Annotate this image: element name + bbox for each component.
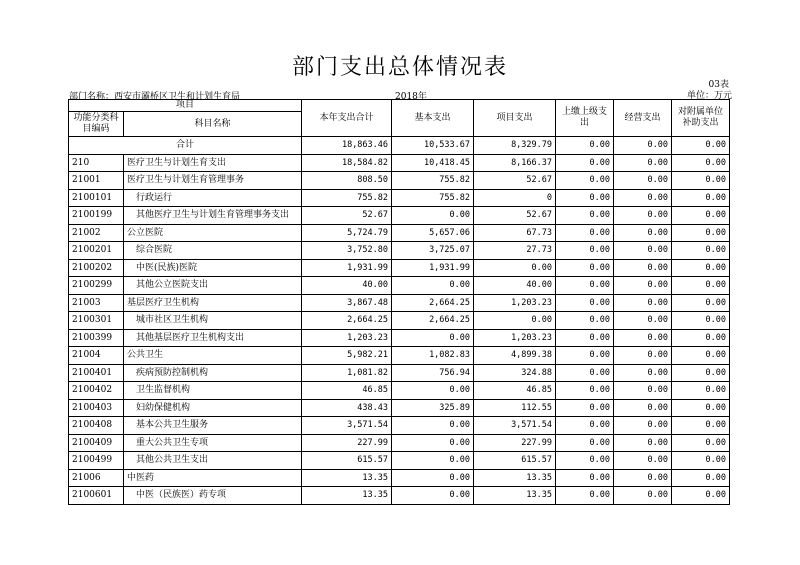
cell-subsidiary: 0.00	[672, 487, 730, 505]
cell-total: 438.43	[302, 399, 392, 417]
cell-upper: 0.00	[556, 154, 614, 172]
table-row	[69, 277, 730, 295]
cell-business: 0.00	[614, 399, 672, 417]
header-basic: 基本支出	[392, 100, 474, 137]
cell-total: 40.00	[302, 277, 392, 295]
table-row	[69, 452, 730, 470]
year-label: 2018年	[395, 92, 427, 102]
cell-basic: 756.94	[392, 364, 474, 382]
table-row	[69, 172, 730, 190]
cell-total: 808.50	[302, 172, 392, 190]
cell-project: 8,166.37	[474, 154, 556, 172]
total-row	[69, 137, 730, 155]
cell-code: 2100499	[69, 452, 124, 470]
cell-basic: 325.89	[392, 399, 474, 417]
cell-code: 2100202	[69, 259, 124, 277]
cell-code: 2100399	[69, 329, 124, 347]
table-row	[69, 259, 730, 277]
cell-name: 城市社区卫生机构	[124, 312, 302, 330]
cell-basic: 755.82	[392, 189, 474, 207]
cell-total: 5,724.79	[302, 224, 392, 242]
header-subsidiary: 对附属单位补助支出	[672, 100, 730, 137]
table-row	[69, 487, 730, 505]
cell-code: 2100301	[69, 312, 124, 330]
cell-upper: 0.00	[556, 417, 614, 435]
cell-name: 疾病预防控制机构	[124, 364, 302, 382]
cell-code: 2100408	[69, 417, 124, 435]
cell-business: 0.00	[614, 347, 672, 365]
cell-basic: 755.82	[392, 172, 474, 190]
table-row	[69, 329, 730, 347]
cell-project: 27.73	[474, 242, 556, 260]
cell-name: 综合医院	[124, 242, 302, 260]
cell-basic: 0.00	[392, 277, 474, 295]
cell-project: 13.35	[474, 487, 556, 505]
cell-project: 40.00	[474, 277, 556, 295]
cell-business: 0.00	[614, 417, 672, 435]
cell-code: 21002	[69, 224, 124, 242]
cell-business: 0.00	[614, 224, 672, 242]
header-name: 科目名称	[124, 112, 302, 137]
cell-code: 21006	[69, 469, 124, 487]
table-row	[69, 154, 730, 172]
cell-upper: 0.00	[556, 277, 614, 295]
cell-name: 其他基层医疗卫生机构支出	[124, 329, 302, 347]
cell-name: 妇幼保健机构	[124, 399, 302, 417]
cell-upper: 0.00	[556, 259, 614, 277]
cell-upper: 0.00	[556, 364, 614, 382]
cell-project: 4,899.38	[474, 347, 556, 365]
cell-project: 1,203.23	[474, 329, 556, 347]
cell-business: 0.00	[614, 382, 672, 400]
cell-basic: 2,664.25	[392, 312, 474, 330]
cell-business: 0.00	[614, 259, 672, 277]
cell-basic: 0.00	[392, 329, 474, 347]
cell-basic: 2,664.25	[392, 294, 474, 312]
cell-subsidiary: 0.00	[672, 452, 730, 470]
cell-upper: 0.00	[556, 452, 614, 470]
cell-name: 中医(民族)医院	[124, 259, 302, 277]
cell-subsidiary: 0.00	[672, 277, 730, 295]
cell-basic: 0.00	[392, 434, 474, 452]
cell-code: 2100409	[69, 434, 124, 452]
cell-business: 0.00	[614, 207, 672, 225]
cell-code: 21004	[69, 347, 124, 365]
cell-subsidiary: 0.00	[672, 189, 730, 207]
cell-code: 2100601	[69, 487, 124, 505]
table-row	[69, 294, 730, 312]
cell-name: 其他医疗卫生与计划生育管理事务支出	[124, 207, 302, 225]
cell-upper: 0.00	[556, 242, 614, 260]
page-title: 部门支出总体情况表	[291, 55, 508, 80]
table-row	[69, 382, 730, 400]
cell-business: 0.00	[614, 172, 672, 190]
cell-business: 0.00	[614, 154, 672, 172]
cell-subsidiary: 0.00	[672, 364, 730, 382]
cell-upper: 0.00	[556, 469, 614, 487]
table-row	[69, 469, 730, 487]
cell-total: 755.82	[302, 189, 392, 207]
table-row	[69, 347, 730, 365]
cell-subsidiary: 0.00	[672, 154, 730, 172]
header-item: 项目	[69, 100, 302, 112]
cell-subsidiary: 0.00	[672, 207, 730, 225]
table-row	[69, 399, 730, 417]
cell-total: 3,867.48	[302, 294, 392, 312]
cell-upper: 0.00	[556, 294, 614, 312]
cell-total: 13.35	[302, 487, 392, 505]
cell-code: 21001	[69, 172, 124, 190]
header-total: 本年支出合计	[302, 100, 392, 137]
cell-subsidiary: 0.00	[672, 259, 730, 277]
cell-business: 0.00	[614, 242, 672, 260]
cell-name: 基层医疗卫生机构	[124, 294, 302, 312]
cell-business: 0.00	[614, 364, 672, 382]
table-row	[69, 434, 730, 452]
cell-basic: 1,082.83	[392, 347, 474, 365]
cell-basic: 0.00	[392, 207, 474, 225]
cell-upper: 0.00	[556, 347, 614, 365]
total-label: 合计	[69, 137, 302, 155]
header-project: 项目支出	[474, 100, 556, 137]
cell-subsidiary: 0.00	[672, 399, 730, 417]
cell-upper: 0.00	[556, 224, 614, 242]
cell-project: 112.55	[474, 399, 556, 417]
cell-subsidiary: 0.00	[672, 417, 730, 435]
cell-name: 基本公共卫生服务	[124, 417, 302, 435]
cell-basic: 0.00	[392, 469, 474, 487]
cell-project: 227.99	[474, 434, 556, 452]
cell-total: 18,584.82	[302, 154, 392, 172]
cell-total: 46.85	[302, 382, 392, 400]
cell-project: 3,571.54	[474, 417, 556, 435]
cell-basic: 1,931.99	[392, 259, 474, 277]
cell-project: 0.00	[474, 259, 556, 277]
cell-name: 卫生监督机构	[124, 382, 302, 400]
cell-project: 615.57	[474, 452, 556, 470]
cell-total: 2,664.25	[302, 312, 392, 330]
table-row	[69, 224, 730, 242]
cell-subsidiary: 0.00	[672, 382, 730, 400]
cell-upper: 0.00	[556, 312, 614, 330]
cell-code: 2100402	[69, 382, 124, 400]
cell-project: 1,203.23	[474, 294, 556, 312]
cell-name: 其他公立医院支出	[124, 277, 302, 295]
cell-subsidiary: 0.00	[672, 312, 730, 330]
form-number: 03表	[708, 80, 729, 90]
total-basic: 10,533.67	[392, 137, 474, 155]
table-row	[69, 242, 730, 260]
cell-business: 0.00	[614, 329, 672, 347]
cell-name: 中医药	[124, 469, 302, 487]
cell-basic: 0.00	[392, 382, 474, 400]
cell-basic: 10,418.45	[392, 154, 474, 172]
cell-upper: 0.00	[556, 329, 614, 347]
cell-subsidiary: 0.00	[672, 347, 730, 365]
header-code: 功能分类科目编码	[69, 112, 124, 137]
cell-basic: 0.00	[392, 452, 474, 470]
table-row	[69, 189, 730, 207]
cell-code: 2100401	[69, 364, 124, 382]
cell-name: 中医（民族医）药专项	[124, 487, 302, 505]
cell-upper: 0.00	[556, 434, 614, 452]
cell-name: 行政运行	[124, 189, 302, 207]
cell-total: 13.35	[302, 469, 392, 487]
header-business: 经营支出	[614, 100, 672, 137]
cell-total: 52.67	[302, 207, 392, 225]
cell-business: 0.00	[614, 189, 672, 207]
cell-business: 0.00	[614, 294, 672, 312]
cell-subsidiary: 0.00	[672, 434, 730, 452]
cell-basic: 5,657.06	[392, 224, 474, 242]
department-name: 部门名称：西安市灞桥区卫生和计划生育局	[69, 92, 241, 102]
cell-subsidiary: 0.00	[672, 294, 730, 312]
cell-business: 0.00	[614, 277, 672, 295]
cell-name: 公共卫生	[124, 347, 302, 365]
cell-subsidiary: 0.00	[672, 329, 730, 347]
cell-business: 0.00	[614, 312, 672, 330]
cell-total: 1,203.23	[302, 329, 392, 347]
cell-project: 52.67	[474, 207, 556, 225]
cell-basic: 0.00	[392, 417, 474, 435]
cell-subsidiary: 0.00	[672, 469, 730, 487]
cell-upper: 0.00	[556, 382, 614, 400]
cell-total: 3,571.54	[302, 417, 392, 435]
table-row	[69, 417, 730, 435]
cell-upper: 0.00	[556, 487, 614, 505]
cell-subsidiary: 0.00	[672, 242, 730, 260]
cell-code: 2100403	[69, 399, 124, 417]
cell-upper: 0.00	[556, 172, 614, 190]
cell-code: 2100299	[69, 277, 124, 295]
cell-project: 52.67	[474, 172, 556, 190]
header-upper: 上缴上级支出	[556, 100, 614, 137]
cell-project: 46.85	[474, 382, 556, 400]
cell-business: 0.00	[614, 434, 672, 452]
table-row	[69, 364, 730, 382]
cell-total: 1,931.99	[302, 259, 392, 277]
cell-subsidiary: 0.00	[672, 224, 730, 242]
cell-name: 医疗卫生与计划生育管理事务	[124, 172, 302, 190]
table-row	[69, 312, 730, 330]
cell-project: 0.00	[474, 312, 556, 330]
cell-total: 615.57	[302, 452, 392, 470]
cell-name: 重大公共卫生专项	[124, 434, 302, 452]
cell-code: 2100199	[69, 207, 124, 225]
cell-name: 医疗卫生与计划生育支出	[124, 154, 302, 172]
cell-subsidiary: 0.00	[672, 172, 730, 190]
cell-total: 3,752.80	[302, 242, 392, 260]
cell-upper: 0.00	[556, 207, 614, 225]
cell-name: 其他公共卫生支出	[124, 452, 302, 470]
cell-code: 2100201	[69, 242, 124, 260]
expenditure-table	[68, 99, 730, 505]
cell-code: 21003	[69, 294, 124, 312]
cell-total: 227.99	[302, 434, 392, 452]
total-total: 18,863.46	[302, 137, 392, 155]
cell-project: 67.73	[474, 224, 556, 242]
cell-upper: 0.00	[556, 399, 614, 417]
cell-basic: 0.00	[392, 487, 474, 505]
cell-business: 0.00	[614, 469, 672, 487]
cell-basic: 3,725.07	[392, 242, 474, 260]
cell-name: 公立医院	[124, 224, 302, 242]
total-business: 0.00	[614, 137, 672, 155]
cell-total: 1,081.82	[302, 364, 392, 382]
cell-business: 0.00	[614, 452, 672, 470]
cell-project: 13.35	[474, 469, 556, 487]
cell-total: 5,982.21	[302, 347, 392, 365]
total-subsidiary: 0.00	[672, 137, 730, 155]
cell-project: 0	[474, 189, 556, 207]
unit-label: 单位：万元	[686, 91, 732, 101]
table-row	[69, 207, 730, 225]
cell-project: 324.88	[474, 364, 556, 382]
cell-code: 210	[69, 154, 124, 172]
total-upper: 0.00	[556, 137, 614, 155]
cell-business: 0.00	[614, 487, 672, 505]
cell-upper: 0.00	[556, 189, 614, 207]
cell-code: 2100101	[69, 189, 124, 207]
total-project: 8,329.79	[474, 137, 556, 155]
